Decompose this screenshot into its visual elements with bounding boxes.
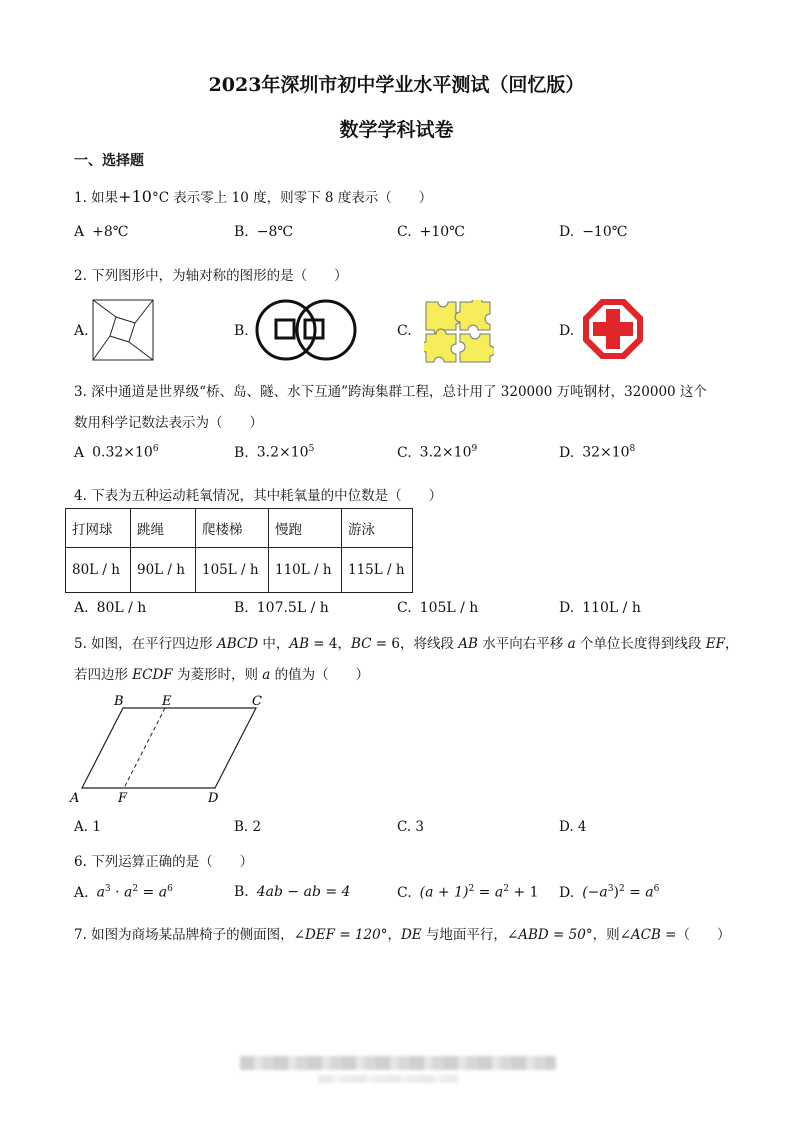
table-header-cell: 跳绳 <box>131 509 196 548</box>
table-value-cell: 115L / h <box>342 548 413 593</box>
q2-option-a-label[interactable]: A. <box>74 323 89 339</box>
question-1 <box>74 186 432 206</box>
q5-option-b[interactable]: B. 2 <box>234 819 262 835</box>
point-label-a: A <box>70 791 80 806</box>
q1-text-b: °C 表示零上 10 度，则零下 8 度表示（ ） <box>151 190 433 206</box>
q3-option-c[interactable]: C. $3.2\times 10^9$ <box>397 444 478 461</box>
page-title: 2023年深圳市初中学业水平测试（回忆版） <box>208 74 585 96</box>
question-5-line1: 5. 如图，在平行四边形 ABCD 中，AB = 4，BC = 6，将线段 AB 水平向右平移 a 个单位长度得到线段 EF， <box>74 636 739 652</box>
parallelogram-figure <box>66 690 276 808</box>
table-value-cell: 80L / h <box>66 548 131 593</box>
q2-option-b-label[interactable]: B. <box>234 323 249 339</box>
q6-option-a[interactable]: A. $a^3 \cdot a^2 = a^6$ <box>74 884 173 901</box>
q3-option-b[interactable]: B. $3.2\times 10^5$ <box>234 444 315 461</box>
point-label-b: B <box>114 694 124 709</box>
question-3-line1: 3. 深中通道是世界级“桥、岛、隧、水下互通”跨海集群工程，总计用了 320000 万吨钢材，320000 这个 <box>74 384 707 400</box>
q1-option-a[interactable]: A +8℃ <box>74 224 129 240</box>
question-3-line2: 数用科学记数法表示为（ ） <box>74 415 263 431</box>
q1-option-d[interactable]: D. −10℃ <box>559 224 628 240</box>
table-value-cell: 110L / h <box>269 548 342 593</box>
table-header-cell: 打网球 <box>66 509 131 548</box>
q1-option-c[interactable]: C. +10℃ <box>397 224 465 240</box>
q1-text-a: 1. 如果 <box>74 190 119 206</box>
section-heading: 一、选择题 <box>74 153 144 169</box>
q5-option-d[interactable]: D. 4 <box>559 819 587 835</box>
oxygen-table <box>65 508 413 593</box>
q2-option-d-label[interactable]: D. <box>559 323 575 339</box>
question-6: 6. 下列运算正确的是（ ） <box>74 854 254 870</box>
q4-option-c[interactable]: C. 105L / h <box>397 600 479 616</box>
blurred-watermark <box>240 1056 556 1070</box>
pinwheel-square-figure <box>92 299 154 361</box>
point-label-e: E <box>162 694 172 709</box>
q1-option-b[interactable]: B. −8℃ <box>234 224 294 240</box>
q2-option-c-label[interactable]: C. <box>397 323 412 339</box>
point-label-c: C <box>252 694 262 709</box>
blurred-watermark-faint <box>318 1075 458 1083</box>
q6-option-d[interactable]: D. $(-a^3)^2 = a^6$ <box>559 884 660 901</box>
point-label-d: D <box>208 791 219 806</box>
q4-option-d[interactable]: D. 110L / h <box>559 600 641 616</box>
coins-figure <box>252 298 362 362</box>
red-cross-octagon-figure <box>581 297 645 361</box>
puzzle-pieces-figure <box>424 300 494 364</box>
table-value-cell: 105L / h <box>196 548 269 593</box>
table-header-cell: 慢跑 <box>269 509 342 548</box>
question-4: 4. 下表为五种运动耗氧情况，其中耗氧量的中位数是（ ） <box>74 488 443 504</box>
table-header-cell: 爬楼梯 <box>196 509 269 548</box>
q6-option-b[interactable]: B. 4ab − ab = 4 <box>234 884 351 900</box>
question-7: 7. 如图为商场某品牌椅子的侧面图，∠DEF = 120°，DE 与地面平行，∠ABD = 50°，则∠ACB =（ ） <box>74 927 731 943</box>
q5-option-a[interactable]: A. 1 <box>74 819 101 835</box>
q4-option-a[interactable]: A. 80L / h <box>74 600 147 616</box>
point-label-f: F <box>118 791 128 806</box>
q6-option-c[interactable]: C. $(a + 1)^2 = a^2 + 1$ <box>397 884 539 901</box>
table-value-cell: 90L / h <box>131 548 196 593</box>
page-subtitle: 数学学科试卷 <box>339 119 454 141</box>
question-5-line2: 若四边形 ECDF 为菱形时，则 a 的值为（ ） <box>74 667 370 683</box>
table-header-cell: 游泳 <box>342 509 413 548</box>
question-2: 2. 下列图形中，为轴对称的图形的是（ ） <box>74 268 348 284</box>
q5-option-c[interactable]: C. 3 <box>397 819 425 835</box>
q1-value: +10 <box>118 187 152 206</box>
q4-option-b[interactable]: B. 107.5L / h <box>234 600 329 616</box>
q3-option-a[interactable]: A $0.32\times 10^6$ <box>74 444 159 461</box>
q3-option-d[interactable]: D. $32\times 10^8$ <box>559 444 636 461</box>
